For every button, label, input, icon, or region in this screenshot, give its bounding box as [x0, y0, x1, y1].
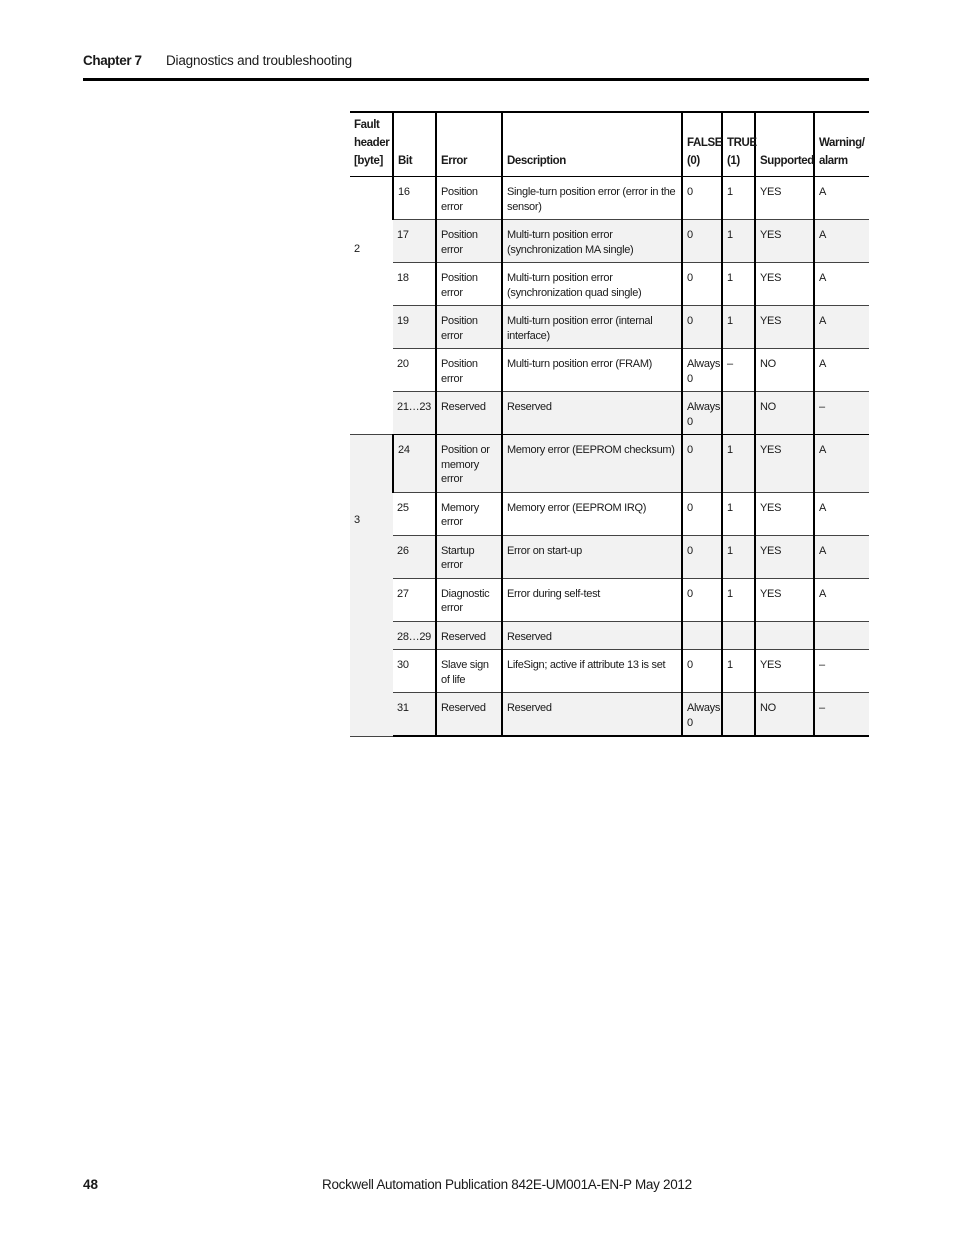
supported-cell: YES [755, 177, 814, 220]
table-row [350, 306, 869, 349]
false-cell: 0 [682, 492, 722, 535]
error-cell: Position or memory error [436, 435, 502, 493]
true-cell: – [722, 349, 755, 392]
false-cell: 0 [682, 220, 722, 263]
description-cell: Reserved [502, 621, 682, 650]
warning-cell: A [814, 492, 869, 535]
bit-cell: 28…29 [393, 621, 436, 650]
warning-cell: – [814, 392, 869, 435]
table-row [350, 392, 869, 435]
table-row [350, 349, 869, 392]
supported-cell: YES [755, 435, 814, 493]
fault-header-table [350, 111, 869, 737]
col-header-true: TRUE (1) [722, 112, 755, 177]
warning-cell: A [814, 306, 869, 349]
true-cell: 1 [722, 220, 755, 263]
false-cell: 0 [682, 650, 722, 693]
bit-cell: 27 [393, 578, 436, 621]
false-cell: 0 [682, 578, 722, 621]
byte-group-2 [350, 177, 869, 435]
false-cell: Always 0 [682, 349, 722, 392]
error-cell: Position error [436, 220, 502, 263]
col-header-description: Description [502, 112, 682, 177]
error-cell: Reserved [436, 392, 502, 435]
table-row [350, 693, 869, 737]
warning-cell: A [814, 435, 869, 493]
page-header [83, 52, 869, 81]
description-cell: Multi-turn position error (synchronization MA single) [502, 220, 682, 263]
description-cell: Reserved [502, 392, 682, 435]
description-cell: Multi-turn position error (synchronization quad single) [502, 263, 682, 306]
false-cell: Always 0 [682, 693, 722, 737]
true-cell: 1 [722, 492, 755, 535]
error-cell: Position error [436, 306, 502, 349]
true-cell: 1 [722, 435, 755, 493]
false-cell: 0 [682, 535, 722, 578]
col-header-bit: Bit [393, 112, 436, 177]
table-row [350, 535, 869, 578]
false-cell: Always 0 [682, 392, 722, 435]
col-header-byte: Fault header [byte] [350, 112, 393, 177]
error-cell: Position error [436, 263, 502, 306]
supported-cell: YES [755, 220, 814, 263]
warning-cell: A [814, 535, 869, 578]
bit-cell: 18 [393, 263, 436, 306]
true-cell: 1 [722, 306, 755, 349]
warning-cell: A [814, 349, 869, 392]
description-cell: Single-turn position error (error in the sensor) [502, 177, 682, 220]
table-header-row [350, 112, 869, 177]
table-row [350, 621, 869, 650]
error-cell: Memory error [436, 492, 502, 535]
true-cell: 1 [722, 535, 755, 578]
true-cell: 1 [722, 650, 755, 693]
error-cell: Position error [436, 349, 502, 392]
true-cell: 1 [722, 578, 755, 621]
description-cell: Error on start-up [502, 535, 682, 578]
table-row [350, 492, 869, 535]
error-cell: Reserved [436, 693, 502, 737]
bit-cell: 24 [393, 435, 436, 493]
table-row [350, 177, 869, 220]
section-title: Diagnostics and troubleshooting [166, 53, 352, 68]
false-cell: 0 [682, 177, 722, 220]
warning-cell: A [814, 578, 869, 621]
warning-cell: – [814, 693, 869, 737]
warning-cell: – [814, 650, 869, 693]
supported-cell: NO [755, 693, 814, 737]
byte-cell: 3 [350, 435, 393, 737]
supported-cell: YES [755, 578, 814, 621]
supported-cell: YES [755, 535, 814, 578]
col-header-supported: Supported [755, 112, 814, 177]
supported-cell: YES [755, 306, 814, 349]
supported-cell: NO [755, 349, 814, 392]
supported-cell: YES [755, 650, 814, 693]
bit-cell: 31 [393, 693, 436, 737]
error-cell: Position error [436, 177, 502, 220]
description-cell: Memory error (EEPROM IRQ) [502, 492, 682, 535]
page-number: 48 [83, 1177, 99, 1192]
bit-cell: 21…23 [393, 392, 436, 435]
bit-cell: 16 [393, 177, 436, 220]
description-cell: Multi-turn position error (internal interface) [502, 306, 682, 349]
true-cell [722, 392, 755, 435]
warning-cell: A [814, 220, 869, 263]
table-row [350, 435, 869, 493]
table-row [350, 263, 869, 306]
true-cell: 1 [722, 177, 755, 220]
error-cell: Reserved [436, 621, 502, 650]
bit-cell: 20 [393, 349, 436, 392]
error-cell: Startup error [436, 535, 502, 578]
true-cell: 1 [722, 263, 755, 306]
false-cell: 0 [682, 306, 722, 349]
supported-cell: YES [755, 263, 814, 306]
warning-cell [814, 621, 869, 650]
col-header-false: FALSE (0) [682, 112, 722, 177]
publication-info: Rockwell Automation Publication 842E-UM001A-EN-P May 2012 [322, 1177, 692, 1192]
description-cell: Error during self-test [502, 578, 682, 621]
table-row [350, 220, 869, 263]
warning-cell: A [814, 263, 869, 306]
bit-cell: 26 [393, 535, 436, 578]
true-cell [722, 693, 755, 737]
description-cell: Reserved [502, 693, 682, 737]
byte-group-3 [350, 435, 869, 737]
false-cell: 0 [682, 435, 722, 493]
table-row [350, 650, 869, 693]
error-cell: Slave sign of life [436, 650, 502, 693]
true-cell [722, 621, 755, 650]
supported-cell: NO [755, 392, 814, 435]
bit-cell: 17 [393, 220, 436, 263]
description-cell: Memory error (EEPROM checksum) [502, 435, 682, 493]
supported-cell: YES [755, 492, 814, 535]
table-row [350, 578, 869, 621]
byte-cell: 2 [350, 177, 393, 435]
bit-cell: 30 [393, 650, 436, 693]
bit-cell: 25 [393, 492, 436, 535]
false-cell [682, 621, 722, 650]
bit-cell: 19 [393, 306, 436, 349]
chapter-label: Chapter 7 [83, 53, 142, 68]
description-cell: LifeSign; active if attribute 13 is set [502, 650, 682, 693]
supported-cell [755, 621, 814, 650]
description-cell: Multi-turn position error (FRAM) [502, 349, 682, 392]
col-header-warning: Warning/ alarm [814, 112, 869, 177]
false-cell: 0 [682, 263, 722, 306]
col-header-error: Error [436, 112, 502, 177]
warning-cell: A [814, 177, 869, 220]
error-cell: Diagnostic error [436, 578, 502, 621]
